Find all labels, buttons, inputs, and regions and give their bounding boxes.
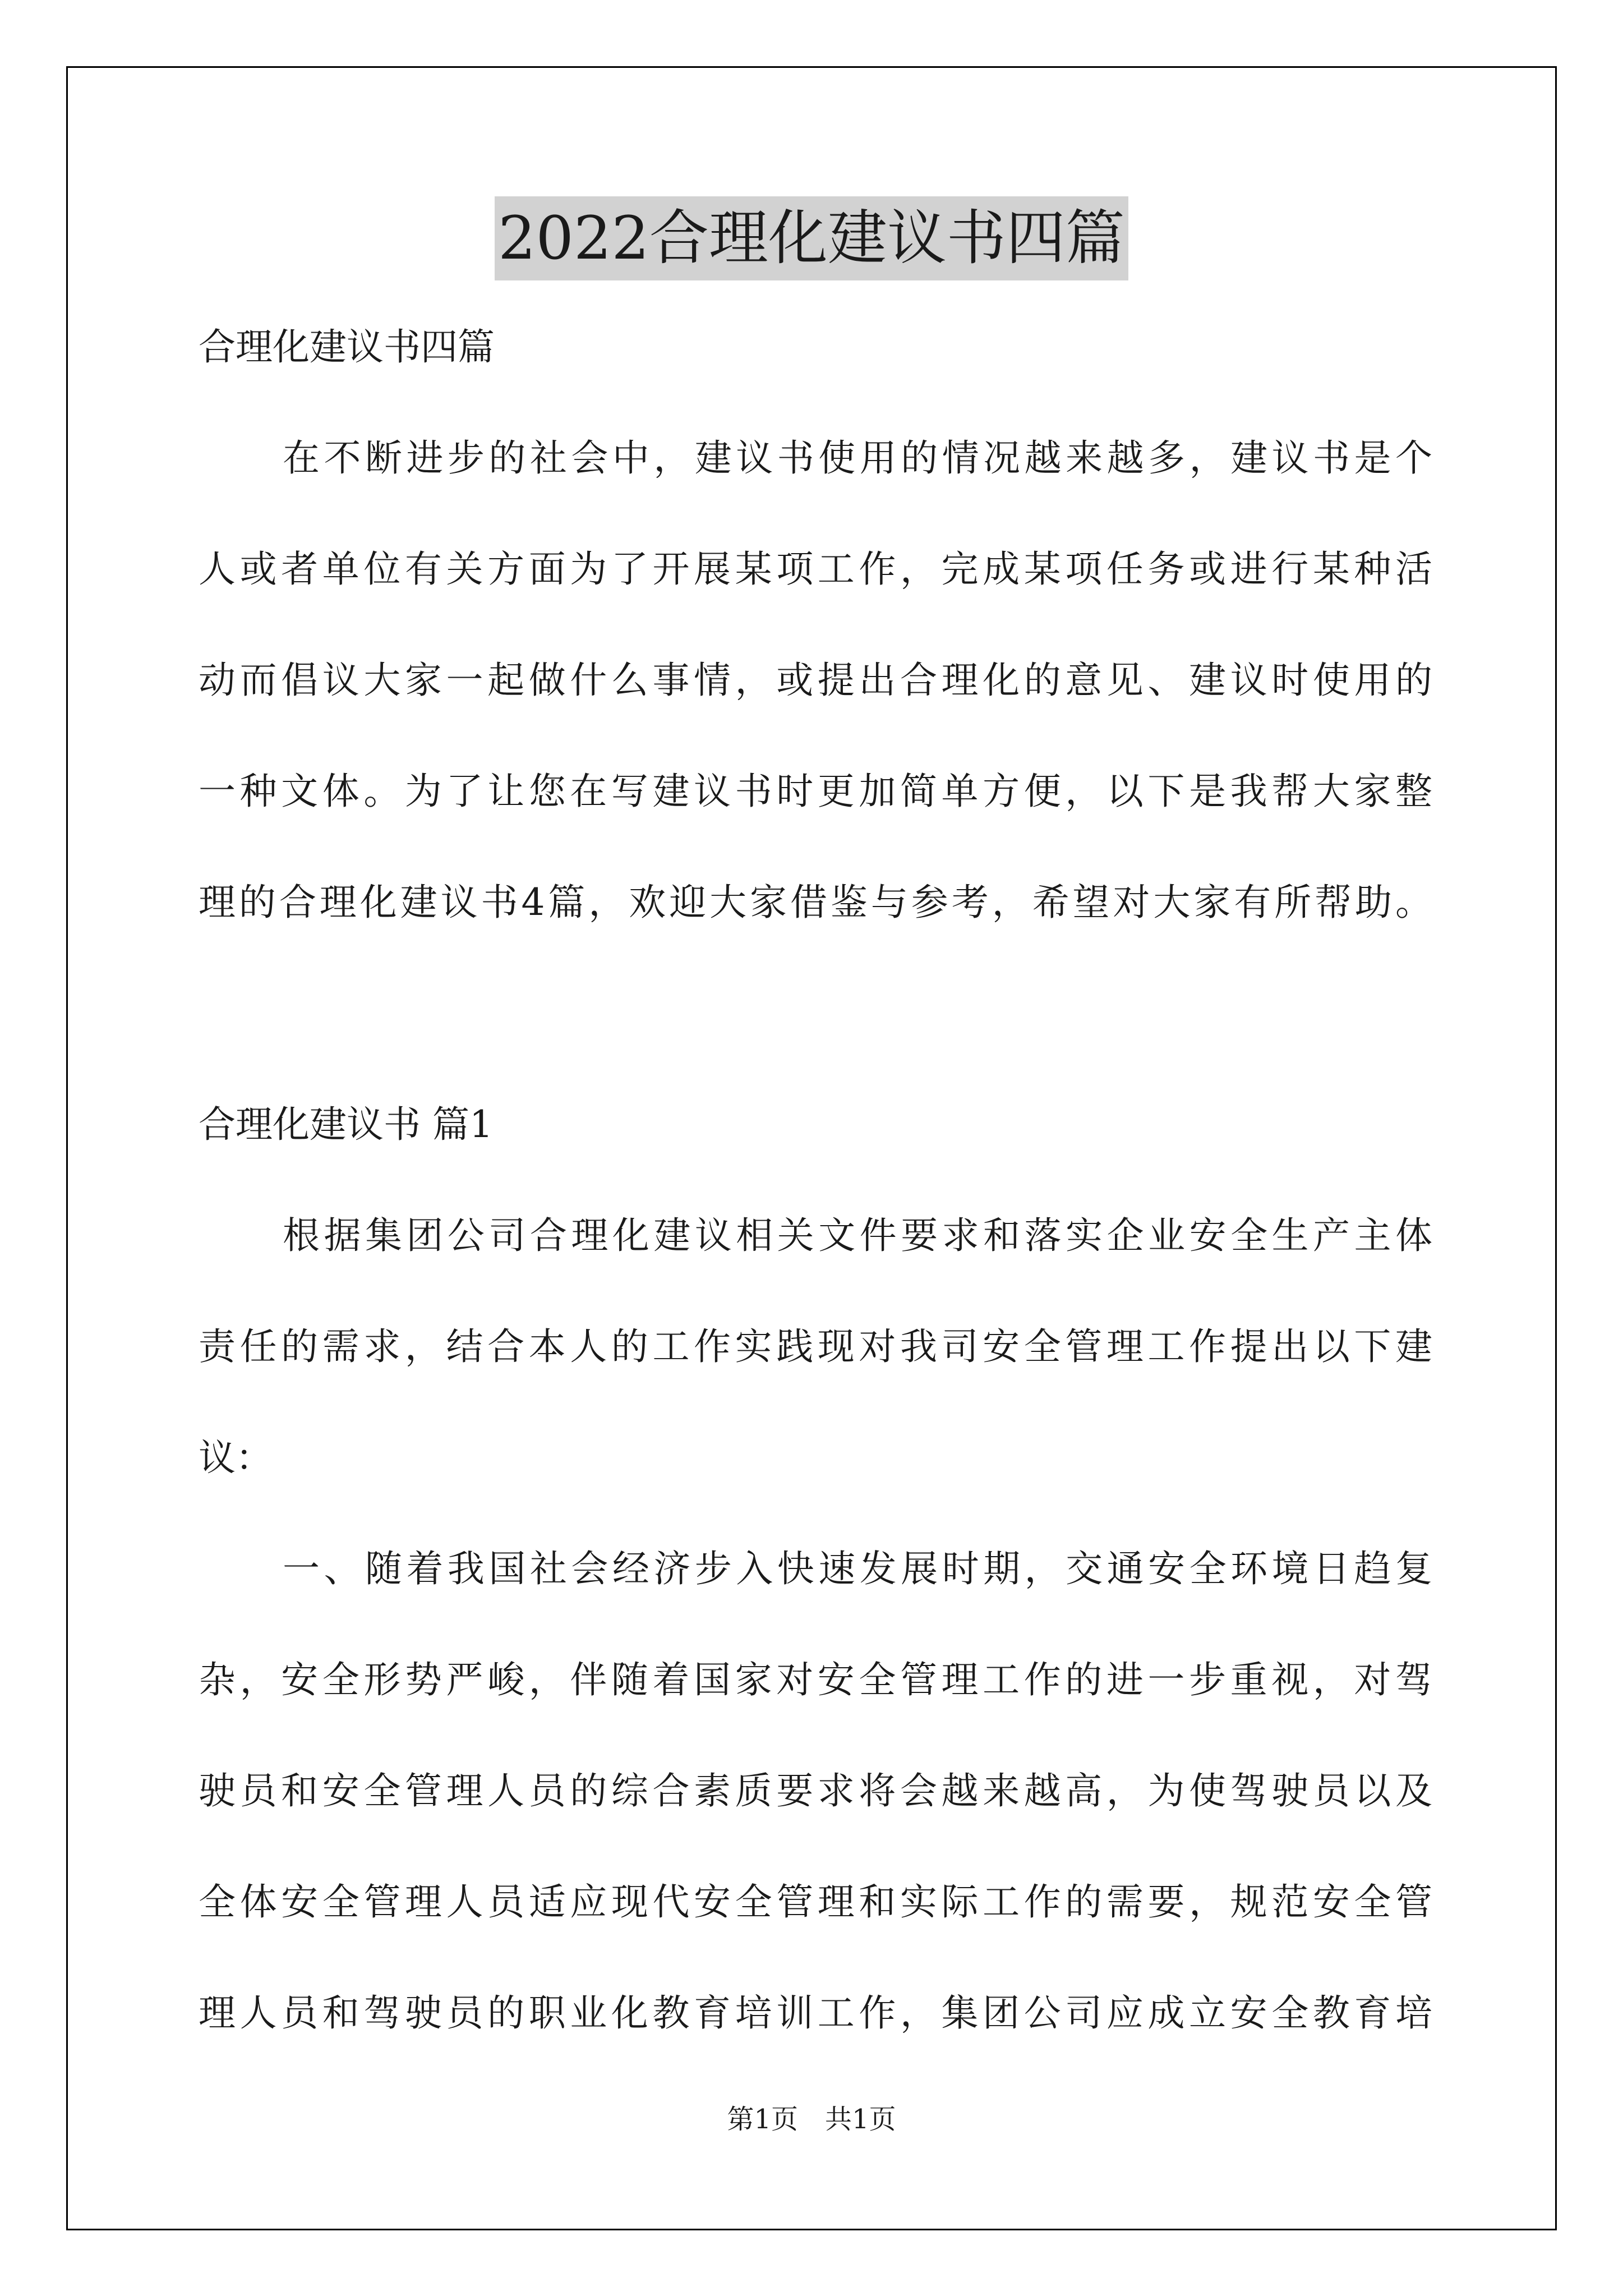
- intro-line-1: 在不断进步的社会中，建议书使用的情况越来越多，建议书是个: [283, 436, 1432, 480]
- para2-line-2: 杂，安全形势严峻，伴随着国家对安全管理工作的进一步重视，对驾: [199, 1658, 1432, 1701]
- para2-line-1: 一、随着我国社会经济步入快速发展时期，交通安全环境日趋复: [283, 1547, 1432, 1590]
- intro-line-5: 理的合理化建议书4篇，欢迎大家借鉴与参考，希望对大家有所帮助。: [199, 881, 1432, 924]
- intro-line-2: 人或者单位有关方面为了开展某项工作，完成某项任务或进行某种活: [199, 547, 1432, 591]
- document-title: 2022合理化建议书四篇: [495, 196, 1128, 280]
- para2-line-4: 全体安全管理人员适应现代安全管理和实际工作的需要，规范安全管: [199, 1880, 1432, 1924]
- para1-line-3: 议：: [199, 1436, 273, 1479]
- para2-line-3: 驶员和安全管理人员的综合素质要求将会越来越高，为使驾驶员以及: [199, 1769, 1432, 1812]
- page-footer: 第1页 共1页: [727, 2104, 896, 2135]
- intro-line-3: 动而倡议大家一起做什么事情，或提出合理化的意见、建议时使用的: [199, 659, 1432, 702]
- section-heading: 合理化建议书 篇1: [199, 1103, 493, 1146]
- para2-line-5: 理人员和驾驶员的职业化教育培训工作，集团公司应成立安全教育培: [199, 1991, 1432, 2035]
- para1-line-2: 责任的需求，结合本人的工作实践现对我司安全管理工作提出以下建: [199, 1325, 1432, 1368]
- document-subtitle: 合理化建议书四篇: [199, 325, 495, 369]
- paragraph-gap: [199, 958, 1432, 1069]
- title-area: [0, 196, 1623, 280]
- document-body: [199, 292, 1432, 2069]
- para1-line-1: 根据集团公司合理化建议相关文件要求和落实企业安全生产主体: [283, 1214, 1432, 1257]
- intro-line-4: 一种文体。为了让您在写建议书时更加简单方便，以下是我帮大家整: [199, 770, 1432, 813]
